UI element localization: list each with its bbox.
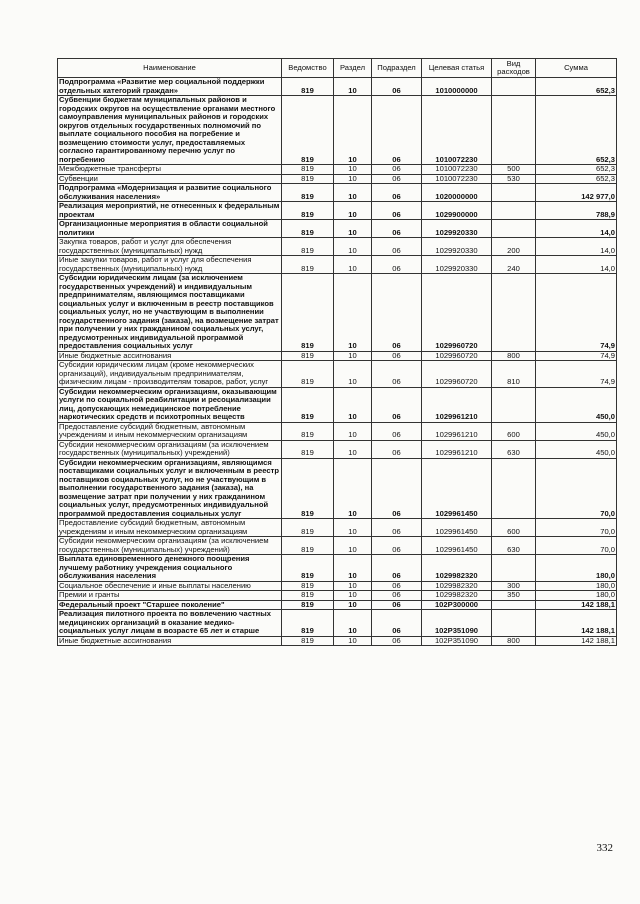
- cell-type: [492, 184, 536, 202]
- cell-type: 800: [492, 636, 536, 646]
- table-row: [58, 361, 617, 388]
- cell-name: Социальное обеспечение и иные выплаты населению: [58, 581, 282, 591]
- cell-section: 10: [334, 78, 372, 96]
- cell-subsection: 06: [372, 238, 422, 256]
- cell-name: Реализация пилотного проекта по вовлечению частных медицинских организаций в оказание медико-социальных услуг лицам в возрасте 65 лет и старше: [58, 610, 282, 637]
- cell-type: 600: [492, 519, 536, 537]
- cell-sum: 652,3: [536, 96, 617, 165]
- cell-target: 1029982320: [422, 555, 492, 582]
- cell-target: 1010000000: [422, 78, 492, 96]
- cell-section: 10: [334, 96, 372, 165]
- cell-name: Федеральный проект "Старшее поколение": [58, 600, 282, 610]
- header-section: Раздел: [334, 59, 372, 78]
- cell-sum: 788,9: [536, 202, 617, 220]
- cell-target: 1029982320: [422, 591, 492, 601]
- cell-subsection: 06: [372, 78, 422, 96]
- cell-section: 10: [334, 610, 372, 637]
- table-body: [58, 78, 617, 646]
- cell-dept: 819: [282, 351, 334, 361]
- table-row: [58, 202, 617, 220]
- cell-sum: 450,0: [536, 387, 617, 422]
- header-target: Целевая статья: [422, 59, 492, 78]
- header-type: Вид расходов: [492, 59, 536, 78]
- cell-dept: 819: [282, 96, 334, 165]
- cell-target: 1029982320: [422, 581, 492, 591]
- cell-sum: 74,9: [536, 351, 617, 361]
- cell-name: Реализация мероприятий, не отнесенных к федеральным проектам: [58, 202, 282, 220]
- cell-section: 10: [334, 458, 372, 519]
- cell-sum: 70,0: [536, 537, 617, 555]
- cell-name: Выплата единовременного денежного поощрения лучшему работнику учреждения социального обслуживания населения: [58, 555, 282, 582]
- table-row: [58, 537, 617, 555]
- cell-target: 1029961210: [422, 440, 492, 458]
- cell-target: 1029960720: [422, 351, 492, 361]
- cell-name: Подпрограмма «Развитие мер социальной поддержки отдельных категорий граждан»: [58, 78, 282, 96]
- cell-subsection: 06: [372, 96, 422, 165]
- table-row: [58, 591, 617, 601]
- cell-sum: 652,3: [536, 165, 617, 175]
- cell-name: Межбюджетные трансферты: [58, 165, 282, 175]
- cell-target: 1029961210: [422, 422, 492, 440]
- cell-type: [492, 610, 536, 637]
- cell-type: [492, 202, 536, 220]
- cell-section: 10: [334, 422, 372, 440]
- table-row: [58, 458, 617, 519]
- table-row: [58, 78, 617, 96]
- cell-dept: 819: [282, 422, 334, 440]
- cell-dept: 819: [282, 537, 334, 555]
- cell-dept: 819: [282, 636, 334, 646]
- header-sum: Сумма: [536, 59, 617, 78]
- cell-dept: 819: [282, 600, 334, 610]
- cell-sum: 142 188,1: [536, 636, 617, 646]
- cell-subsection: 06: [372, 387, 422, 422]
- cell-dept: 819: [282, 458, 334, 519]
- cell-dept: 819: [282, 256, 334, 274]
- cell-name: Субсидии некоммерческим организациям (за исключением государственных (муниципальных) учреждений): [58, 537, 282, 555]
- cell-section: 10: [334, 274, 372, 352]
- cell-type: [492, 220, 536, 238]
- cell-name: Предоставление субсидий бюджетным, автономным учреждениям и иным некоммерческим организациям: [58, 519, 282, 537]
- table-row: [58, 274, 617, 352]
- cell-section: 10: [334, 165, 372, 175]
- cell-sum: 14,0: [536, 220, 617, 238]
- cell-section: 10: [334, 256, 372, 274]
- table-row: [58, 256, 617, 274]
- cell-dept: 819: [282, 220, 334, 238]
- cell-section: 10: [334, 174, 372, 184]
- cell-type: 800: [492, 351, 536, 361]
- cell-target: 1029961450: [422, 519, 492, 537]
- cell-target: 1029961450: [422, 537, 492, 555]
- cell-name: Субсидии некоммерческим организациям, оказывающим услуги по социальной реабилитации и ресоциализации лиц, допускающих немедицинское потребление наркотических средств и психотропных веществ: [58, 387, 282, 422]
- table-row: [58, 519, 617, 537]
- cell-section: 10: [334, 220, 372, 238]
- cell-type: [492, 96, 536, 165]
- cell-sum: 180,0: [536, 581, 617, 591]
- cell-sum: 14,0: [536, 256, 617, 274]
- cell-sum: 14,0: [536, 238, 617, 256]
- cell-type: 810: [492, 361, 536, 388]
- cell-section: 10: [334, 636, 372, 646]
- cell-name: Организационные мероприятия в области социальной политики: [58, 220, 282, 238]
- cell-sum: 652,3: [536, 174, 617, 184]
- cell-target: 1010072230: [422, 96, 492, 165]
- cell-section: 10: [334, 600, 372, 610]
- cell-dept: 819: [282, 202, 334, 220]
- cell-section: 10: [334, 387, 372, 422]
- cell-sum: 180,0: [536, 555, 617, 582]
- cell-section: 10: [334, 202, 372, 220]
- cell-sum: 142 188,1: [536, 610, 617, 637]
- cell-target: 1029960720: [422, 274, 492, 352]
- cell-target: 1029900000: [422, 202, 492, 220]
- cell-subsection: 06: [372, 174, 422, 184]
- cell-subsection: 06: [372, 537, 422, 555]
- cell-target: 1029920330: [422, 220, 492, 238]
- cell-subsection: 06: [372, 581, 422, 591]
- cell-section: 10: [334, 581, 372, 591]
- page-number: 332: [596, 842, 613, 854]
- header-dept: Ведомство: [282, 59, 334, 78]
- cell-dept: 819: [282, 555, 334, 582]
- cell-section: 10: [334, 537, 372, 555]
- cell-name: Закупка товаров, работ и услуг для обеспечения государственных (муниципальных) нужд: [58, 238, 282, 256]
- cell-type: [492, 387, 536, 422]
- cell-type: [492, 78, 536, 96]
- cell-sum: 142 188,1: [536, 600, 617, 610]
- cell-subsection: 06: [372, 458, 422, 519]
- cell-dept: 819: [282, 610, 334, 637]
- cell-type: 240: [492, 256, 536, 274]
- cell-type: [492, 600, 536, 610]
- cell-type: [492, 274, 536, 352]
- cell-dept: 819: [282, 581, 334, 591]
- table-row: [58, 387, 617, 422]
- table-row: [58, 220, 617, 238]
- cell-sum: 70,0: [536, 519, 617, 537]
- table-row: [58, 610, 617, 637]
- header-name: Наименование: [58, 59, 282, 78]
- cell-dept: 819: [282, 591, 334, 601]
- cell-dept: 819: [282, 174, 334, 184]
- cell-subsection: 06: [372, 519, 422, 537]
- cell-target: 1029960720: [422, 361, 492, 388]
- cell-target: 102P351090: [422, 636, 492, 646]
- cell-name: Субсидии юридическим лицам (за исключением государственных учреждений) и индивидуальным предпринимателям, являющимся поставщиками социальных услуг и включенным в реестр поставщиков социальных услуг, но не участвующим в выполнении государственного задания (заказа), на возмещение затрат при получении у них гражданином социальных услуг, предусмотренных индивидуальной программой предоставления социальных услуг: [58, 274, 282, 352]
- cell-type: 630: [492, 440, 536, 458]
- cell-name: Субвенции бюджетам муниципальных районов и городских округов на осуществление органами местного самоуправления муниципальных районов и городских округов отдельных государственных полномочий по выплате социального пособия на погребение и возмещению стоимости услуг, предоставляемых согласно гарантированному перечню услуг по погребению: [58, 96, 282, 165]
- cell-sum: 142 977,0: [536, 184, 617, 202]
- cell-subsection: 06: [372, 220, 422, 238]
- cell-name: Премии и гранты: [58, 591, 282, 601]
- cell-subsection: 06: [372, 256, 422, 274]
- cell-subsection: 06: [372, 636, 422, 646]
- cell-subsection: 06: [372, 165, 422, 175]
- cell-target: 1029920330: [422, 256, 492, 274]
- cell-subsection: 06: [372, 274, 422, 352]
- cell-target: 1010072230: [422, 174, 492, 184]
- cell-dept: 819: [282, 238, 334, 256]
- cell-dept: 819: [282, 361, 334, 388]
- table-row: [58, 165, 617, 175]
- cell-subsection: 06: [372, 184, 422, 202]
- cell-section: 10: [334, 361, 372, 388]
- cell-section: 10: [334, 591, 372, 601]
- cell-dept: 819: [282, 519, 334, 537]
- cell-type: [492, 458, 536, 519]
- cell-name: Иные закупки товаров, работ и услуг для обеспечения государственных (муниципальных) нужд: [58, 256, 282, 274]
- cell-name: Субсидии некоммерческим организациям, являющимся поставщиками социальных услуг и включенным в реестр поставщиков социальных услуг, но не участвующим в выполнении государственного задания (заказа), на возмещение затрат при получении у них гражданином социальных услуг, предусмотренных индивидуальной программой предоставления социальных услуг: [58, 458, 282, 519]
- cell-sum: 652,3: [536, 78, 617, 96]
- cell-type: 630: [492, 537, 536, 555]
- table-row: [58, 96, 617, 165]
- cell-name: Субвенции: [58, 174, 282, 184]
- cell-target: 1029961210: [422, 387, 492, 422]
- cell-section: 10: [334, 440, 372, 458]
- cell-target: 1010072230: [422, 165, 492, 175]
- table-row: [58, 440, 617, 458]
- cell-type: 500: [492, 165, 536, 175]
- cell-name: Предоставление субсидий бюджетным, автономным учреждениям и иным некоммерческим организациям: [58, 422, 282, 440]
- cell-type: [492, 555, 536, 582]
- cell-name: Иные бюджетные ассигнования: [58, 351, 282, 361]
- cell-dept: 819: [282, 387, 334, 422]
- cell-sum: 70,0: [536, 458, 617, 519]
- cell-target: 102P351090: [422, 610, 492, 637]
- cell-dept: 819: [282, 274, 334, 352]
- cell-subsection: 06: [372, 440, 422, 458]
- cell-subsection: 06: [372, 422, 422, 440]
- cell-target: 102P300000: [422, 600, 492, 610]
- cell-subsection: 06: [372, 202, 422, 220]
- cell-subsection: 06: [372, 361, 422, 388]
- cell-dept: 819: [282, 165, 334, 175]
- table-header-row: [58, 59, 617, 78]
- cell-sum: 74,9: [536, 361, 617, 388]
- cell-name: Подпрограмма «Модернизация и развитие социального обслуживания населения»: [58, 184, 282, 202]
- cell-section: 10: [334, 351, 372, 361]
- table-row: [58, 555, 617, 582]
- cell-section: 10: [334, 184, 372, 202]
- cell-type: 350: [492, 591, 536, 601]
- table-row: [58, 422, 617, 440]
- table-row: [58, 184, 617, 202]
- cell-name: Субсидии некоммерческим организациям (за исключением государственных (муниципальных) учреждений): [58, 440, 282, 458]
- cell-section: 10: [334, 555, 372, 582]
- cell-sum: 180,0: [536, 591, 617, 601]
- budget-table: [57, 58, 617, 646]
- cell-sum: 450,0: [536, 422, 617, 440]
- cell-subsection: 06: [372, 610, 422, 637]
- cell-target: 1029961450: [422, 458, 492, 519]
- cell-target: 1029920330: [422, 238, 492, 256]
- cell-type: 600: [492, 422, 536, 440]
- cell-subsection: 06: [372, 600, 422, 610]
- cell-name: Субсидии юридическим лицам (кроме некоммерческих организаций), индивидуальным предпринимателям, физическим лицам - производителям товаров, работ, услуг: [58, 361, 282, 388]
- cell-section: 10: [334, 238, 372, 256]
- cell-subsection: 06: [372, 555, 422, 582]
- cell-target: 1020000000: [422, 184, 492, 202]
- cell-type: 300: [492, 581, 536, 591]
- cell-sum: 450,0: [536, 440, 617, 458]
- cell-type: 530: [492, 174, 536, 184]
- cell-subsection: 06: [372, 351, 422, 361]
- table-row: [58, 581, 617, 591]
- table-row: [58, 238, 617, 256]
- cell-section: 10: [334, 519, 372, 537]
- cell-type: 200: [492, 238, 536, 256]
- cell-name: Иные бюджетные ассигнования: [58, 636, 282, 646]
- table-row: [58, 636, 617, 646]
- cell-dept: 819: [282, 440, 334, 458]
- cell-sum: 74,9: [536, 274, 617, 352]
- cell-dept: 819: [282, 184, 334, 202]
- cell-dept: 819: [282, 78, 334, 96]
- header-subsection: Подраздел: [372, 59, 422, 78]
- cell-subsection: 06: [372, 591, 422, 601]
